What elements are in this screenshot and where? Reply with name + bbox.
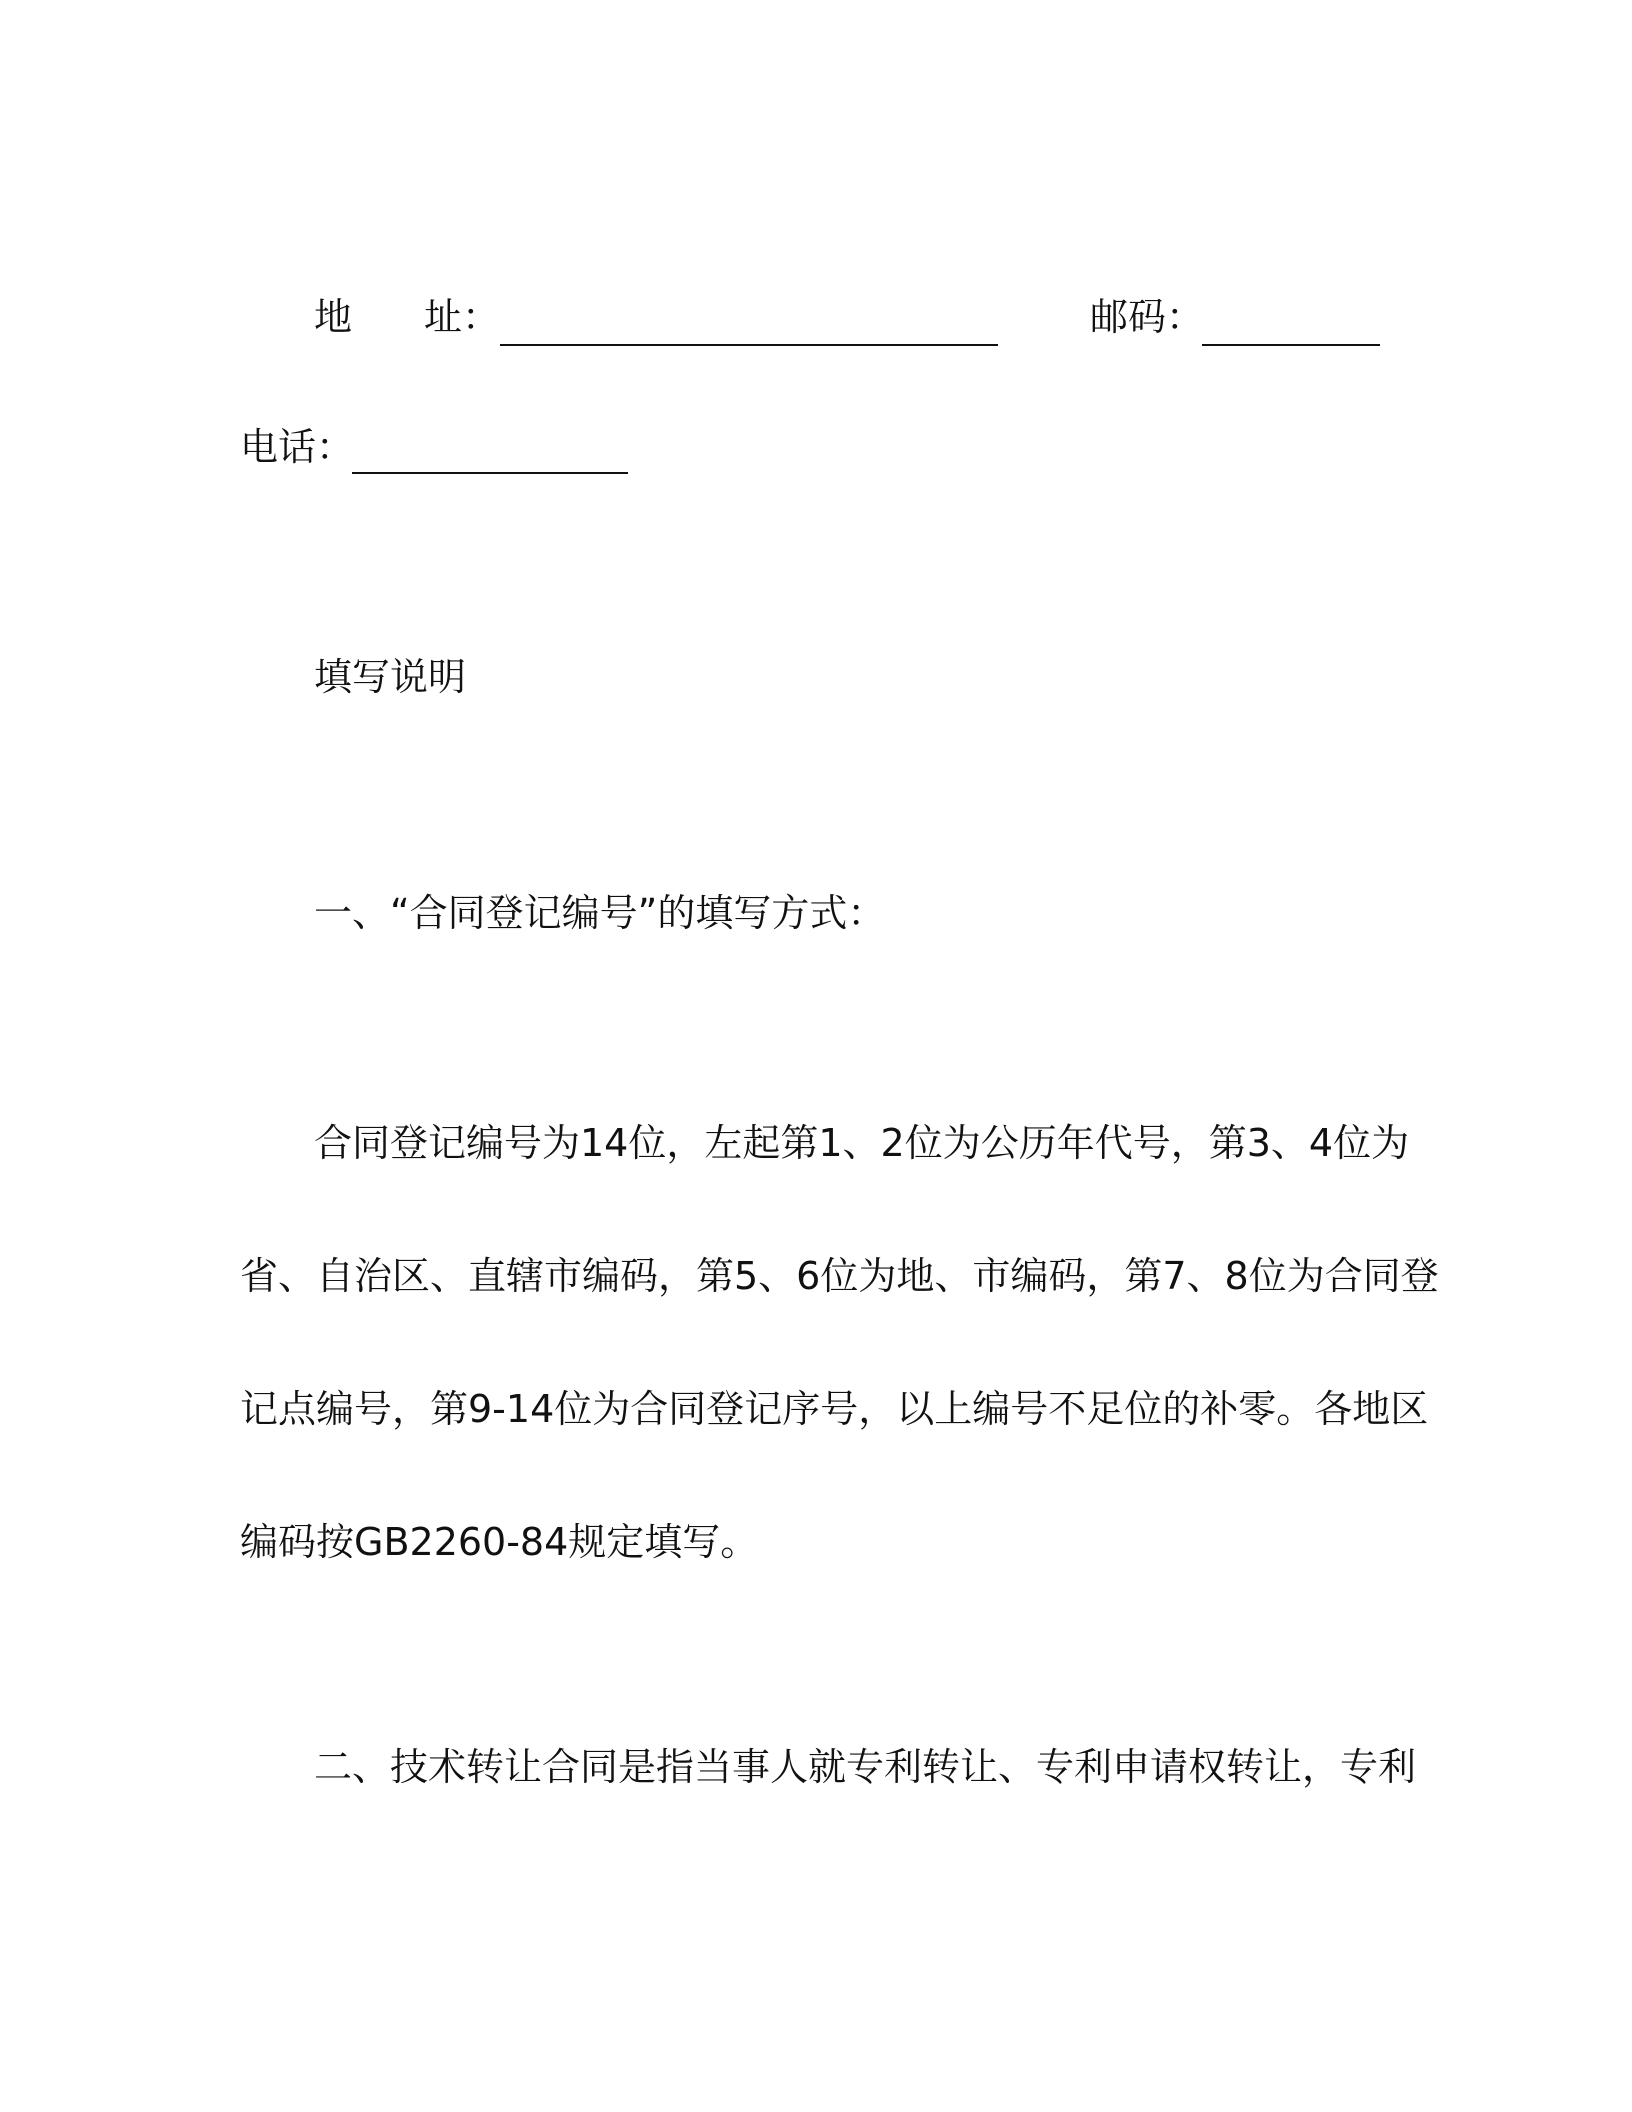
address-label-char1: 地: [314, 295, 353, 339]
zip-field[interactable]: [1202, 344, 1380, 346]
section1-line-1: 合同登记编号为14位，左起第1、2位为公历年代号，第3、4位为: [314, 1121, 1410, 1165]
section1-line-3: 记点编号，第9-14位为合同登记序号，以上编号不足位的补零。各地区: [240, 1387, 1429, 1431]
section1-line-2: 省、自治区、直辖市编码，第5、6位为地、市编码，第7、8位为合同登: [240, 1254, 1439, 1298]
section2-line-1: 二、技术转让合同是指当事人就专利转让、专利申请权转让，专利: [314, 1745, 1417, 1789]
section1-line-4: 编码按GB2260-84规定填写。: [240, 1520, 759, 1564]
instructions-heading: 填写说明: [314, 655, 467, 699]
zip-label: 邮码：: [1090, 295, 1205, 339]
address-label-char2: 址：: [424, 295, 501, 339]
phone-field[interactable]: [352, 472, 628, 474]
section1-title: 一、“合同登记编号”的填写方式：: [314, 891, 886, 935]
phone-label: 电话：: [240, 425, 355, 469]
address-field[interactable]: [500, 344, 998, 346]
